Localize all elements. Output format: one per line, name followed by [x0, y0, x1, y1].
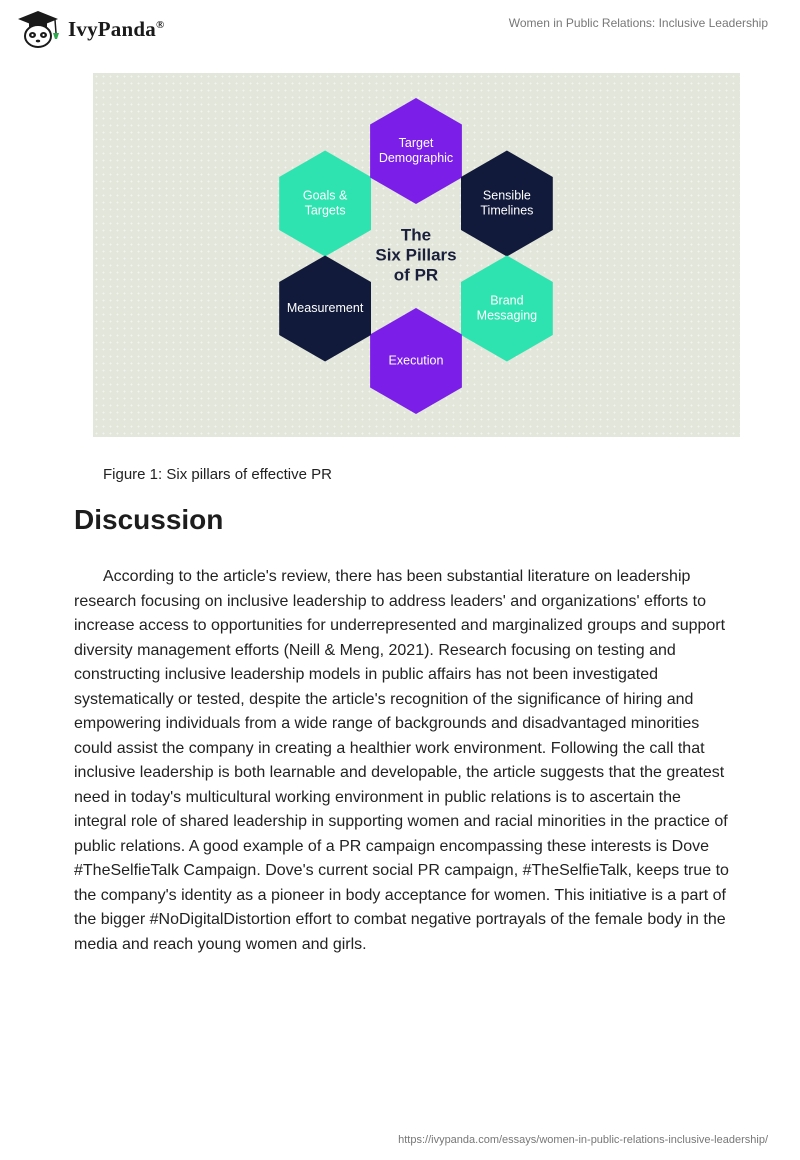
pillar-label: Sensible: [482, 188, 531, 203]
diagram-center-title: The: [400, 225, 432, 245]
diagram-center-title: Six Pillars: [375, 245, 457, 265]
pillar-hexagon: [370, 308, 462, 414]
figure-caption: Figure 1: Six pillars of effective PR: [103, 466, 332, 483]
pillar-label: Messaging: [476, 308, 538, 323]
pillar-label: Target: [398, 135, 434, 150]
pillar-label: Timelines: [480, 203, 534, 218]
body-paragraph: According to the article's review, there has been substantial literature on leadership research focusing on inclusive leadership to address leaders' and organizations' efforts to increase access to opportunities for underrepresented and marginalized groups and support diversity management efforts (Neill & Meng, 2021). Research focusing on testing and constructing inclusive leadership models in public affairs has not been investigated systematically or tested, despite the article's recognition of the significance of hiring and empowering individuals from a wide range of backgrounds and disadvantaged minorities could assist the company in creating a healthier work environment. Following the call that inclusive leadership is both learnable and developable, the article suggests that the greatest need in today's multicultural working environment in public relations is to ascertain the integral role of shared leadership in supporting women and racial minorities in the practice of public relations. A good example of a PR campaign encompassing these interests is Dove #TheSelfieTalk Campaign. Dove's current social PR campaign, #TheSelfieTalk, keeps true to the company's identity as a pioneer in body acceptance for women. This initiative is a part of the bigger #NoDigitalDistortion effort to combat negative portrayals of the female body in the media and reach young women and girls.: [74, 568, 729, 953]
figure-six-pillars: [93, 73, 740, 437]
pillar-hexagon: [279, 256, 371, 362]
document-title: Women in Public Relations: Inclusive Leadership: [508, 16, 768, 30]
pillar-hexagon: [370, 98, 462, 204]
section-heading: Discussion: [74, 504, 224, 535]
diagram-center-title: of PR: [393, 265, 439, 285]
pillar-label: Brand: [490, 293, 524, 308]
registered-mark: ®: [155, 18, 165, 31]
panda-graduate-icon: [14, 9, 62, 49]
six-pillars-diagram: [93, 73, 740, 437]
pillar-hexagon: [461, 151, 553, 257]
pillar-label: Targets: [304, 203, 346, 218]
pillar-label: Measurement: [286, 300, 364, 315]
brand-name: IvyPanda®: [68, 16, 165, 41]
pillar-label: Demographic: [378, 150, 454, 165]
ivypanda-logo[interactable]: [14, 9, 164, 49]
source-url[interactable]: https://ivypanda.com/essays/women-in-public-relations-inclusive-leadership/: [398, 1134, 768, 1146]
pillar-label: Goals &: [302, 188, 348, 203]
pillar-label: Execution: [388, 353, 444, 368]
pillar-hexagon: [461, 256, 553, 362]
pillar-hexagon: [279, 151, 371, 257]
